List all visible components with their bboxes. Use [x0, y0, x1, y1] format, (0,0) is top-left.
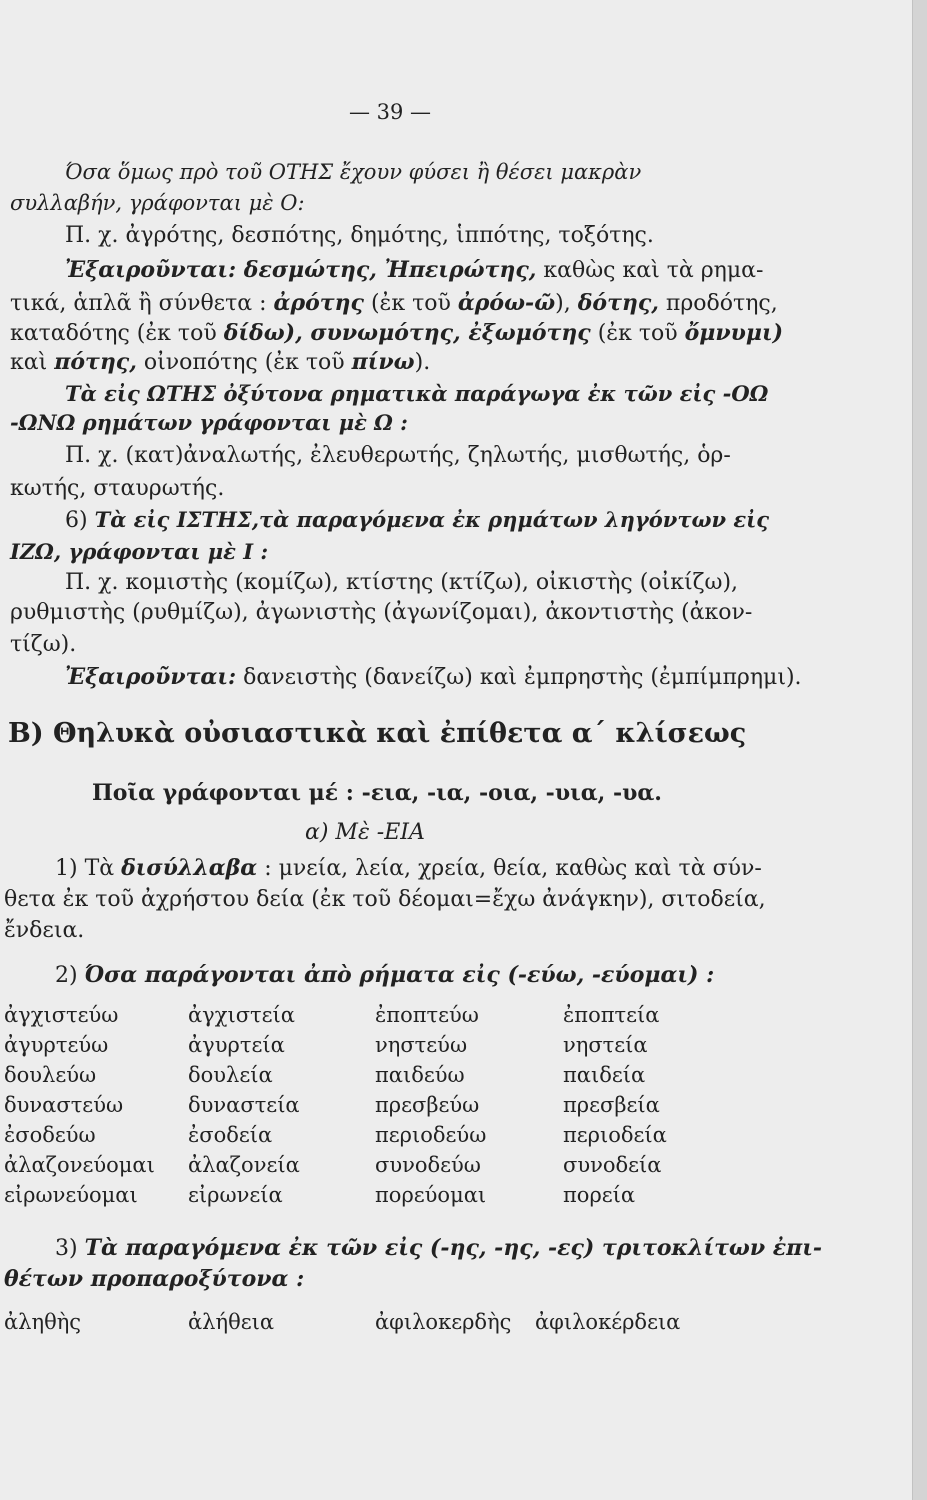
- page-number: — 39 —: [348, 100, 432, 124]
- table-cell: παιδεία: [563, 1063, 646, 1087]
- table-cell: πρεσβεύω: [375, 1093, 480, 1117]
- text-span: τικά, ἁπλᾶ ἢ σύνθετα :: [10, 291, 274, 316]
- text-span: προδότης,: [658, 291, 778, 316]
- table-cell: πορεύομαι: [375, 1183, 487, 1207]
- text-span: (ἐκ τοῦ: [363, 291, 458, 316]
- text-span: 6): [65, 508, 95, 533]
- table-cell: δουλεύω: [4, 1063, 97, 1087]
- table-cell: ἐσοδεία: [188, 1123, 273, 1147]
- text-line: Τὰ εἰς ΩΤΗΣ ὀξύτονα ρηματικὰ παράγωγα ἐκ τῶν εἰς -ΟΩ: [65, 381, 769, 406]
- text-span: δεσμώτης, Ἠπειρώτης,: [236, 257, 537, 283]
- text-span: ),: [555, 291, 578, 316]
- table-cell: συνοδεία: [563, 1153, 662, 1177]
- text-line: [55, 853, 762, 884]
- text-span: καὶ: [10, 350, 55, 375]
- table-cell: νηστεύω: [375, 1033, 468, 1057]
- table-cell: ἀφιλοκέρδεια: [535, 1310, 681, 1334]
- text-line: συλλαβήν, γράφονται μὲ Ο:: [10, 191, 305, 215]
- text-span: συνωμότης, ἐξωμότης: [302, 320, 591, 346]
- text-span: πίνω: [351, 349, 415, 375]
- table-cell: ἀλαζονεύομαι: [4, 1153, 155, 1177]
- table-cell: ἀλήθεια: [188, 1310, 275, 1334]
- text-line: ἔνδεια.: [4, 918, 85, 943]
- table-cell: ἀλαζονεία: [188, 1153, 300, 1177]
- text-span: Τὰ εἰς ΙΣΤΗΣ,τὰ παραγόμενα ἐκ ρημάτων ληγόντων εἰς: [94, 507, 770, 532]
- text-line: [65, 662, 802, 693]
- text-span: πότης,: [54, 349, 137, 375]
- exception-label: Ἐξαιροῦνται:: [65, 664, 237, 690]
- text-line: κωτής, σταυρωτής.: [10, 476, 225, 501]
- text-line: τίζω).: [10, 632, 77, 657]
- text-line: Π. χ. ἀγρότης, δεσπότης, δημότης, ἱππότης, τοξότης.: [65, 223, 654, 248]
- text-span: δισύλλαβα: [121, 855, 258, 881]
- text-line: [55, 960, 714, 991]
- text-span: Όσα παράγονται ἀπὸ ρήματα εἰς (-εύω, -εύομαι) :: [84, 962, 715, 988]
- text-line: Π. χ. (κατ)ἀναλωτής, ἐλευθερωτής, ζηλωτής, μισθωτής, ὁρ-: [65, 443, 731, 468]
- table-cell: ἀγυρτεύω: [4, 1033, 109, 1057]
- page-edge: [912, 0, 927, 1500]
- table-cell: ἀληθὴς: [4, 1310, 82, 1334]
- table-cell: ἀγυρτεία: [188, 1033, 285, 1057]
- table-cell: ἀγχιστεία: [188, 1003, 295, 1027]
- table-cell: δουλεία: [188, 1063, 273, 1087]
- table-cell: ἐσοδεύω: [4, 1123, 96, 1147]
- table-cell: περιοδεία: [563, 1123, 667, 1147]
- section-heading: B) Θηλυκὰ οὐσιαστικὰ καὶ ἐπίθετα α΄ κλίσεως: [8, 718, 747, 749]
- table-cell: παιδεύω: [375, 1063, 465, 1087]
- table-cell: νηστεία: [563, 1033, 648, 1057]
- text-line: θέτων προπαροξύτονα :: [4, 1266, 305, 1292]
- text-span: οἰνοπότης (ἐκ τοῦ: [136, 350, 352, 375]
- text-span: δότης,: [577, 290, 659, 316]
- exception-label: Ἐξαιροῦνται:: [65, 257, 237, 283]
- table-cell: εἰρωνεύομαι: [4, 1183, 138, 1207]
- table-cell: πρεσβεία: [563, 1093, 660, 1117]
- text-line: ΙΖΩ, γράφονται μὲ Ι :: [10, 539, 269, 564]
- table-cell: ἐποπτεύω: [375, 1003, 479, 1027]
- text-span: 2): [55, 963, 85, 988]
- text-line: θετα ἐκ τοῦ ἀχρήστου δεία (ἐκ τοῦ δέομαι=ἔχω ἀνάγκην), σιτοδεία,: [4, 887, 766, 912]
- text-span: Τὰ παραγόμενα ἐκ τῶν εἰς (-ης, -ης, -ες) τριτοκλίτων ἐπι-: [84, 1235, 823, 1261]
- text-line: ρυθμιστὴς (ρυθμίζω), ἀγωνιστὴς (ἀγωνίζομαι), ἀκοντιστὴς (ἀκον-: [10, 600, 753, 625]
- table-cell: ἀγχιστεύω: [4, 1003, 119, 1027]
- text-line: [55, 1233, 822, 1264]
- text-line: Π. χ. κομιστὴς (κομίζω), κτίστης (κτίζω), οἰκιστὴς (οἰκίζω),: [65, 570, 739, 595]
- text-line: [10, 318, 783, 349]
- table-cell: συνοδεύω: [375, 1153, 481, 1177]
- text-span: καταδότης (ἐκ τοῦ: [10, 321, 224, 346]
- table-cell: δυναστεία: [188, 1093, 300, 1117]
- text-span: (ἐκ τοῦ: [590, 321, 685, 346]
- text-span: : μνεία, λεία, χρεία, θεία, καθὼς καὶ τὰ σύν-: [257, 856, 762, 881]
- text-line: [10, 347, 430, 378]
- text-span: καθὼς καὶ τὰ ρημα-: [536, 258, 764, 283]
- text-span: 3): [55, 1236, 85, 1261]
- table-cell: εἰρωνεία: [188, 1183, 283, 1207]
- subsection-title: α) Μὲ -ΕΙΑ: [305, 820, 425, 845]
- table-cell: περιοδεύω: [375, 1123, 487, 1147]
- text-span: ).: [414, 350, 431, 375]
- table-cell: ἐποπτεία: [563, 1003, 660, 1027]
- text-span: δίδω),: [223, 320, 303, 346]
- text-span: ἀρότης: [273, 290, 364, 316]
- text-line: [65, 255, 763, 286]
- table-cell: δυναστεύω: [4, 1093, 124, 1117]
- table-cell: ἀφιλοκερδὴς: [375, 1310, 512, 1334]
- text-span: 1) Τὰ: [55, 856, 122, 881]
- text-line: [10, 288, 778, 319]
- section-subheading: Ποῖα γράφονται μέ : -εια, -ια, -οια, -υια, -υα.: [92, 780, 662, 806]
- text-span: ὄμνυμι): [684, 320, 784, 346]
- text-line: -ΩΝΩ ρημάτων γράφονται μὲ Ω :: [10, 410, 408, 435]
- table-cell: πορεία: [563, 1183, 636, 1207]
- text-span: ἀρόω-ῶ: [457, 290, 556, 316]
- text-line: [65, 505, 769, 536]
- text-span: δανειστὴς (δανείζω) καὶ ἐμπρηστὴς (ἐμπίμπρημι).: [236, 665, 802, 690]
- text-line: Όσα ὅμως πρὸ τοῦ ΟΤΗΣ ἔχουν φύσει ἢ θέσει μακρὰν: [65, 160, 642, 184]
